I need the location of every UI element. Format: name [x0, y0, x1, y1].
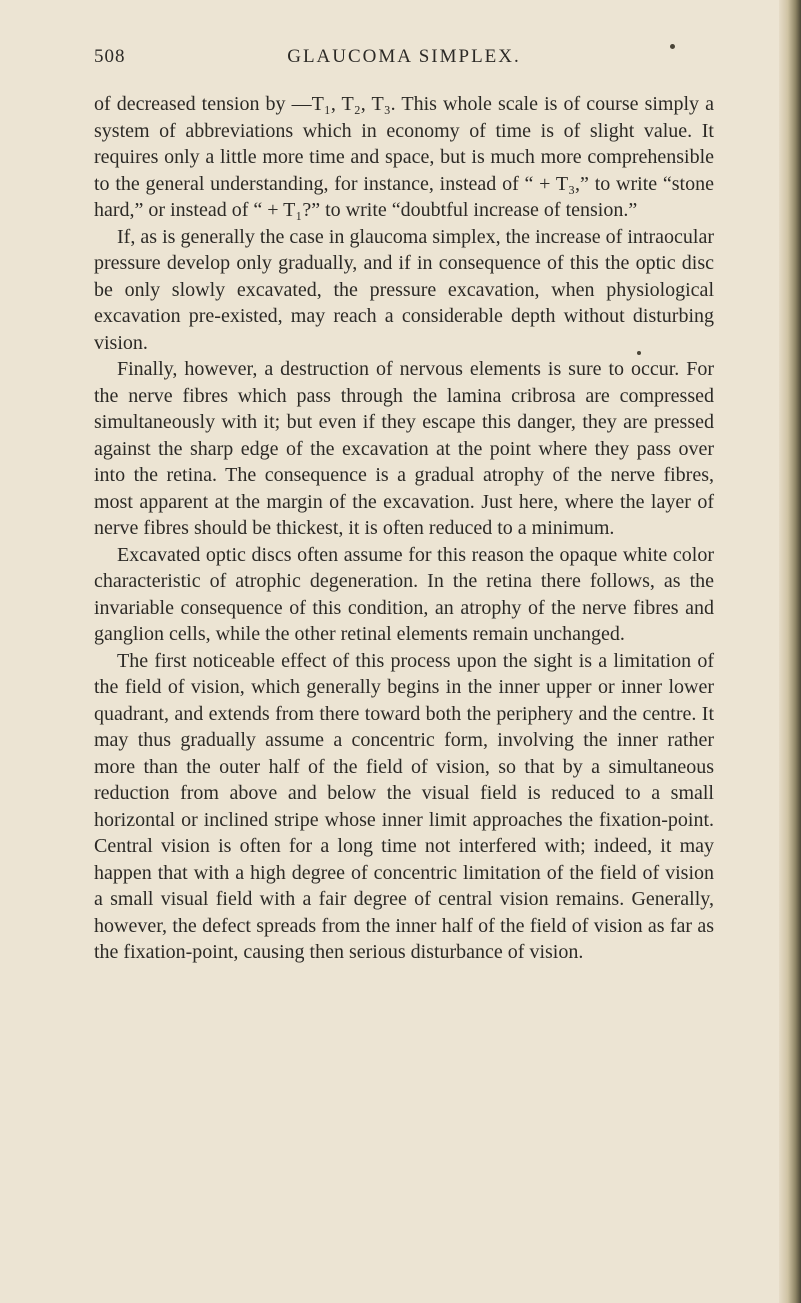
ink-speck	[637, 351, 641, 355]
page-number: 508	[94, 46, 126, 67]
body-text	[94, 91, 714, 966]
ink-speck	[670, 44, 675, 49]
paragraph: Excavated optic discs often assume for this reason the opaque white color characteristic of atrophic degeneration. In the retina there follows, as the invariable consequence of this condition, an atrophy of the nerve fibres and ganglion cells, while the other retinal elements remain unchanged.	[94, 543, 714, 645]
paragraph: The first noticeable effect of this process upon the sight is a limitation of the field of vision, which generally begins in the inner upper or inner lower quadrant, and extends from there toward both the periphery and the centre. It may thus gradually assume a concentric form, involving the inner rather more than the outer half of the field of vision, so that by a simultaneous reduction from above and below the visual field is reduced to a small horizontal or inclined stripe whose inner limit approaches the fixation-point. Central vision is often for a long time not interfered with; indeed, it may happen that with a high degree of concentric limitation of the field of vision a small visual field with a fair degree of central vision remains. Generally, however, the defect spreads from the inner half of the field of vision as far as the fixation-point, causing then serious disturbance of vision.	[94, 649, 714, 963]
running-head	[94, 46, 714, 76]
paragraph: If, as is generally the case in glaucoma simplex, the increase of intraocular pressure develop only gradually, and if in consequence of this the optic disc be only slowly excavated, the pressure excavation, when physiological excavation pre-existed, may reach a considerable depth without disturbing vision.	[94, 225, 714, 354]
page-edge-shadow	[779, 0, 801, 1303]
paragraph: Finally, however, a destruction of nervous elements is sure to occur. For the nerve fibres which pass through the lamina cribrosa are compressed simultaneously with it; but even if they escape this danger, they are pressed against the sharp edge of the excavation at the point where they pass over into the retina. The consequence is a gradual atrophy of the nerve fibres, most apparent at the margin of the excavation. Just here, where the layer of nerve fibres should be thickest, it is often reduced to a minimum.	[94, 358, 714, 539]
running-title: GLAUCOMA SIMPLEX.	[287, 46, 521, 67]
paragraph-continued: of decreased tension by —T₁, T₂, T₃. This whole scale is of course simply a system of abbreviations which in economy of time is of slight value. It requires only a little more time and space, but is much more comprehensible to the general understanding, for instance, instead of “ + T₃,” to write “stone hard,” or instead of “ + T₁?” to write “doubtful increase of tension.”	[94, 93, 714, 221]
